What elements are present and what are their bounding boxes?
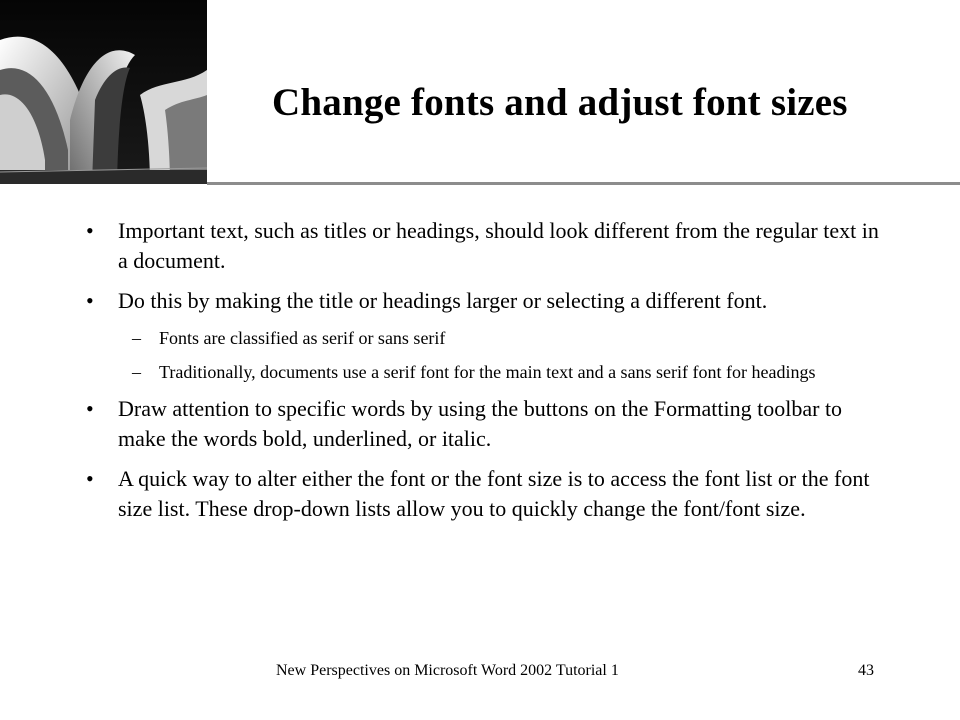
sub-bullet-item: [82, 360, 879, 384]
bullet-text: Do this by making the title or headings larger or selecting a different font.: [118, 288, 768, 313]
opera-house-photo-icon: [0, 0, 207, 184]
title-divider: [207, 182, 960, 185]
sub-bullet-text: Fonts are classified as serif or sans serif: [159, 328, 446, 348]
bullet-text: Important text, such as titles or headings, should look different from the regular text in a document.: [118, 218, 879, 273]
bullet-text: Draw attention to specific words by using the buttons on the Formatting toolbar to make the words bold, underlined, or italic.: [118, 396, 843, 451]
bullet-item: [82, 394, 882, 454]
bullet-mark: •: [86, 218, 94, 243]
bullet-text: A quick way to alter either the font or the font size is to access the font list or the font size list. These drop-down lists allow you to quickly change the font/font size.: [118, 466, 870, 521]
bullet-mark: •: [86, 466, 94, 491]
slide-body: [82, 216, 882, 534]
bullet-item: [82, 286, 882, 316]
sub-bullet-mark: –: [132, 328, 141, 348]
page-number: 43: [858, 662, 874, 679]
footer-caption: New Perspectives on Microsoft Word 2002 Tutorial 1: [276, 662, 619, 679]
bullet-item: [82, 464, 882, 524]
bullet-mark: •: [86, 288, 94, 313]
bullet-mark: •: [86, 396, 94, 421]
sub-bullet-item: [82, 326, 879, 350]
sub-bullet-mark: –: [132, 362, 141, 382]
sub-bullet-text: Traditionally, documents use a serif font for the main text and a sans serif font for headings: [159, 362, 816, 382]
slide-title: Change fonts and adjust font sizes: [272, 81, 848, 124]
bullet-item: [82, 216, 882, 276]
